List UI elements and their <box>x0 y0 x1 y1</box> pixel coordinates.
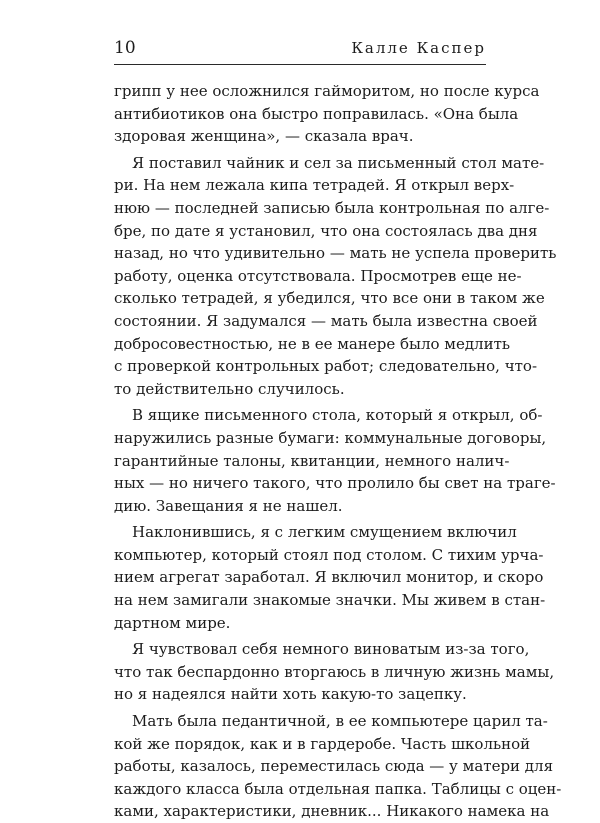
text-line: Я поставил чайник и сел за письменный стол мате- <box>132 153 545 172</box>
text-line: ных — но ничего такого, что пролило бы свет на траге- <box>114 474 556 493</box>
text-line: но я надеялся найти хоть какую-то зацепку. <box>114 685 467 704</box>
text-line: Мать была педантичной, в ее компьютере царил та- <box>132 712 548 731</box>
paragraph <box>114 521 546 634</box>
text-line: на нем замигали знакомые значки. Мы живем в стан- <box>114 591 546 610</box>
text-line: Наклонившись, я с легким смущением включил <box>132 523 517 542</box>
text-line: работу, оценка отсутствовала. Просмотрев еще не- <box>114 266 522 285</box>
text-line: антибиотиков она быстро поправилась. «Она была <box>114 104 519 123</box>
text-line: назад, но что удивительно — мать не успела проверить <box>114 244 557 263</box>
text-line: то действительно случилось. <box>114 379 345 398</box>
text-line: ками, характеристики, дневник... Никакого намека на <box>114 802 550 821</box>
paragraph <box>114 80 540 148</box>
running-head: Калле Каспер <box>351 39 486 57</box>
text-line: дию. Завещания я не нашел. <box>114 496 343 515</box>
text-line: гарантийные талоны, квитанции, немного налич- <box>114 451 510 470</box>
text-line: состоянии. Я задумался — мать была известна своей <box>114 311 538 330</box>
paragraph <box>114 404 556 517</box>
text-line: сколько тетрадей, я убедился, что все они в таком же <box>114 289 545 308</box>
text-line: что так беспардонно вторгаюсь в личную жизнь мамы, <box>114 662 555 681</box>
page-number: 10 <box>114 38 136 58</box>
text-line: Я чувствовал себя немного виноватым из-за того, <box>132 640 530 659</box>
text-line: грипп у нее осложнился гайморитом, но после курса <box>114 82 540 100</box>
text-line: дартном мире. <box>114 613 231 632</box>
text-line: наружились разные бумаги: коммунальные договоры, <box>114 428 547 447</box>
body-text <box>114 80 562 823</box>
paragraph <box>114 152 557 401</box>
text-line: бре, по дате я установил, что она состоялась два дня <box>114 221 538 240</box>
text-line: кой же порядок, как и в гардеробе. Часть школьной <box>114 734 531 753</box>
paragraph <box>114 638 555 706</box>
text-line: ри. На нем лежала кипа тетрадей. Я открыл верх- <box>114 176 515 195</box>
paragraph <box>114 710 562 823</box>
text-line: здоровая женщина», — сказала врач. <box>114 127 414 146</box>
text-line: нюю — последней записью была контрольная по алге- <box>114 198 550 217</box>
text-line: работы, казалось, переместилась сюда — у матери для <box>114 757 554 776</box>
text-line: нием агрегат заработал. Я включил монитор, и скоро <box>114 568 544 587</box>
text-line: добросовестностью, не в ее манере было медлить <box>114 334 511 353</box>
text-line: с проверкой контрольных работ; следовательно, что- <box>114 357 538 376</box>
page-header <box>114 36 486 65</box>
text-line: компьютер, который стоял под столом. С тихим урча- <box>114 545 544 564</box>
text-line: каждого класса была отдельная папка. Таблицы с оцен- <box>114 779 562 798</box>
text-line: В ящике письменного стола, который я открыл, об- <box>132 406 543 425</box>
